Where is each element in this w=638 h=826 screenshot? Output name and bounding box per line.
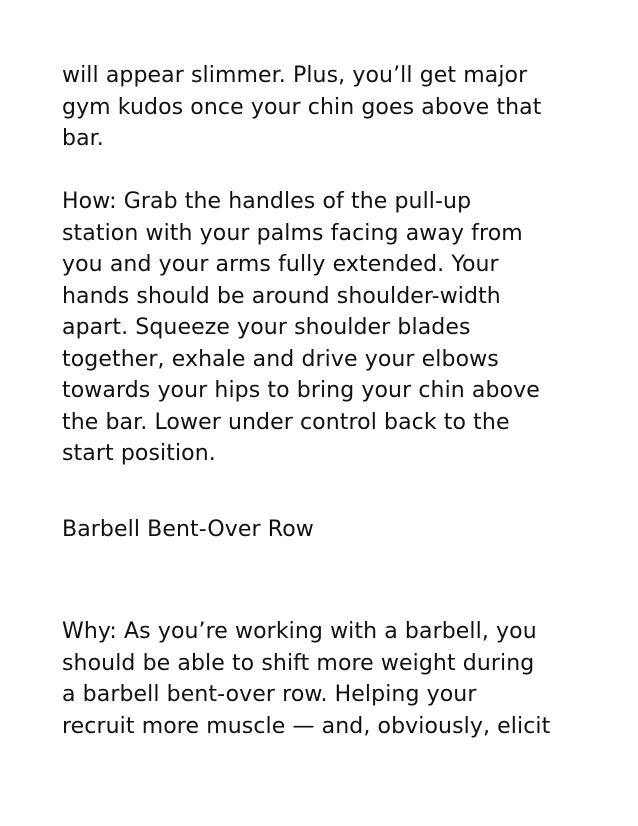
text-line: apart. Squeeze your shoulder blades xyxy=(62,315,471,340)
text-line: will appear slimmer. Plus, you’ll get major xyxy=(62,63,528,88)
text-line: How: Grab the handles of the pull-up xyxy=(62,189,472,214)
why-paragraph xyxy=(62,616,582,742)
how-paragraph xyxy=(62,186,582,470)
heading-text: Barbell Bent-Over Row xyxy=(62,517,314,542)
text-line: together, exhale and drive your elbows xyxy=(62,346,499,372)
text-line: a barbell bent-over row. Helping your xyxy=(62,682,477,707)
text-line: station with your palms facing away from xyxy=(62,220,523,246)
text-line: bar. xyxy=(62,126,104,151)
text-line: Why: As you’re working with a barbell, you xyxy=(62,619,537,644)
text-line: start position. xyxy=(62,441,216,466)
text-line: gym kudos once your chin goes above that xyxy=(62,94,542,120)
text-line: recruit more muscle — and, obviously, elicit xyxy=(62,713,551,739)
text-line: you and your arms fully extended. Your xyxy=(62,252,499,277)
intro-paragraph xyxy=(62,60,582,155)
text-line: towards your hips to bring your chin above xyxy=(62,378,540,403)
text-line: should be able to shift more weight during xyxy=(62,650,535,676)
section-heading xyxy=(62,514,582,546)
text-line: hands should be around shoulder-width xyxy=(62,283,501,309)
text-line: the bar. Lower under control back to the xyxy=(62,409,510,435)
